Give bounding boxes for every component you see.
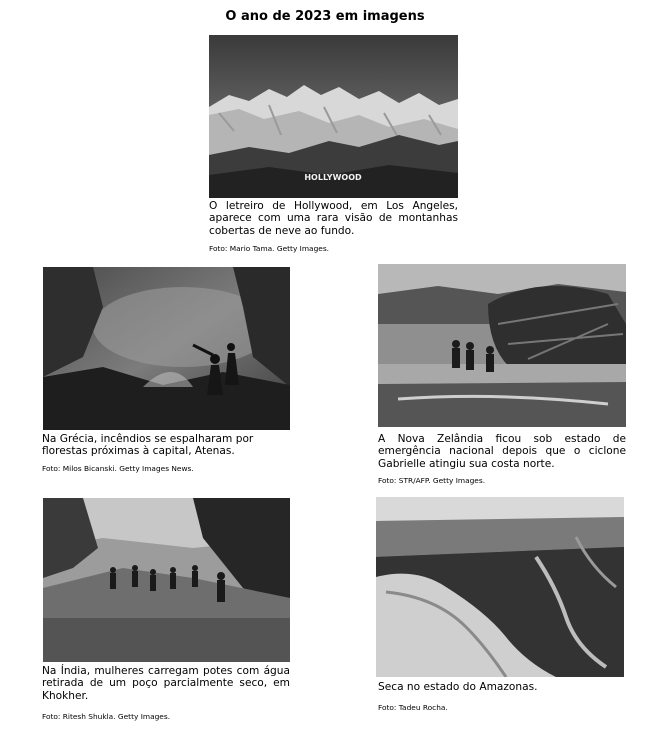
photo-new-zealand-cyclone	[378, 264, 626, 427]
credit-greece-fire: Foto: Milos Bicanski. Getty Images News.	[42, 464, 194, 473]
page-title: O ano de 2023 em imagens	[225, 9, 425, 24]
credit-new-zealand-cyclone: Foto: STR/AFP. Getty Images.	[378, 476, 486, 485]
hollywood-sign: HOLLYWOOD	[304, 173, 362, 182]
credit-hollywood: Foto: Mario Tama. Getty Images.	[209, 244, 330, 253]
photo-hollywood	[209, 35, 458, 198]
credit-amazon-drought: Foto: Tadeu Rocha.	[378, 703, 448, 712]
caption-greece-fire: Na Grécia, incêndios se espalharam por florestas próximas à capital, Atenas.	[42, 433, 254, 458]
caption-india-water: Na Índia, mulheres carregam potes com água retirada de um poço parcialmente seco, em Khokher.	[42, 665, 290, 702]
photo-greece-fire	[43, 267, 290, 430]
photo-amazon-drought	[376, 497, 624, 677]
caption-amazon-drought: Seca no estado do Amazonas.	[378, 681, 538, 693]
caption-new-zealand-cyclone: A Nova Zelândia ficou sob estado de emergência nacional depois que o ciclone Gabrielle atingiu sua costa norte.	[378, 433, 626, 470]
credit-india-water: Foto: Ritesh Shukla. Getty Images.	[42, 712, 171, 721]
caption-hollywood: O letreiro de Hollywood, em Los Angeles, aparece com uma rara visão de montanhas cobertas de neve ao fundo.	[209, 200, 458, 237]
photo-india-water	[43, 498, 290, 662]
